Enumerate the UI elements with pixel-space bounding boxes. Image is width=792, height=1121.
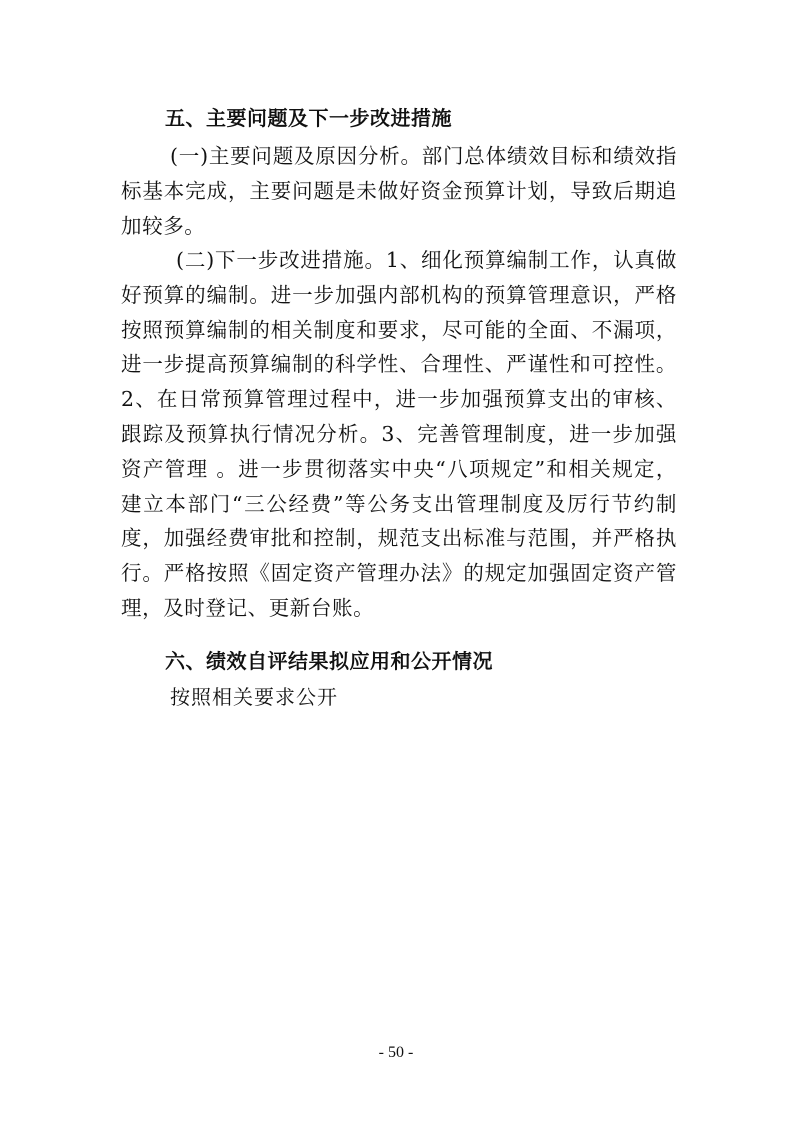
section-5-heading: 五、主要问题及下一步改进措施 xyxy=(165,106,452,130)
problems-paragraph: (一)主要问题及原因分析。部门总体绩效目标和绩效指标基本完成，主要问题是未做好资金预算计划，导致后期追加较多。 xyxy=(121,144,677,238)
disclosure-text: 按照相关要求公开 xyxy=(170,685,338,709)
page-number: - 50 - xyxy=(378,1044,414,1061)
measures-paragraph: (二)下一步改进措施。1、细化预算编制工作，认真做好预算的编制。进一步加强内部机构的预算管理意识，严格按照预算编制的相关制度和要求，尽可能的全面、不漏项，进一步提高预算编制的科学性、合理性、严谨性和可控性。2、在日常预算管理过程中，进一步加强预算支出的审核、跟踪及预算执行情况分析。3、完善管理制度，进一步加强资产管理 。进一步贯彻落实中央“八项规定”和相关规定，建立本部门“三公经费”等公务支出管理制度及厉行节约制度，加强经费审批和控制，规范支出标准与范围，并严格执行。严格按照《固定资产管理办法》的规定加强固定资产管理，及时登记、更新台账。 xyxy=(121,248,677,620)
section-6-heading: 六、绩效自评结果拟应用和公开情况 xyxy=(165,649,493,673)
